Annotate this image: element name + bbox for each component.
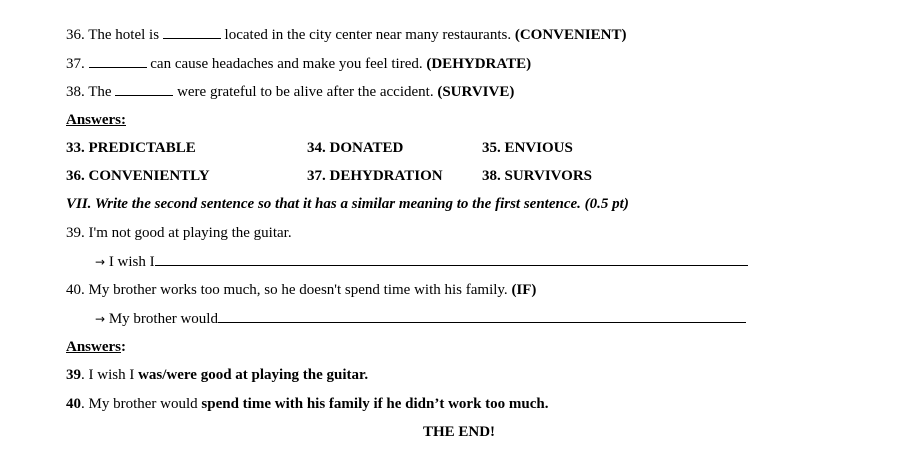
answer-blank [89,54,147,68]
answers-heading-2-colon: : [121,339,126,355]
section-7-instruction: VII. Write the second sentence so that it has a similar meaning to the first sentence. (0.5 pt) [66,196,629,212]
question-37-stem: 37. [66,56,85,72]
question-38-hint: (SURVIVE) [437,84,515,100]
question-40-text: 40. My brother works too much, so he doesn't spend time with his family. [66,282,508,298]
answers-heading-2-label: Answers [66,339,121,355]
the-end: THE END! [422,424,496,440]
question-39-prompt: I wish I [108,254,155,270]
question-40 [66,281,536,299]
answer-36: 36. CONVENIENTLY [66,168,210,184]
answer-line [155,252,748,266]
answer-39-line [66,366,368,384]
answer-blank [115,82,173,96]
question-39-rewrite [95,252,748,271]
answer-40-stem: . My brother would [81,396,198,412]
answer-38: 38. SURVIVORS [482,168,593,184]
answer-line [218,309,746,323]
question-36 [66,25,627,44]
arrow-right-icon: → [95,255,106,269]
question-40-hint: (IF) [511,282,537,298]
answer-39-text: was/were good at playing the guitar. [138,367,369,383]
question-36-stem: 36. The hotel is [66,27,160,43]
question-38-stem: 38. The [66,84,112,100]
question-38-rest: were grateful to be alive after the accident. [177,84,434,100]
question-40-prompt: My brother would [108,311,218,327]
question-37 [66,54,531,73]
answer-40-number: 40 [66,396,81,412]
question-36-hint: (CONVENIENT) [514,27,627,43]
answer-34: 34. DONATED [307,140,404,156]
answers-heading-1: Answers: [66,112,126,128]
answer-37: 37. DEHYDRATION [307,168,443,184]
answer-35: 35. ENVIOUS [482,140,573,156]
question-37-hint: (DEHYDRATE) [426,56,532,72]
answer-40-text: spend time with his family if he didn’t work too much. [201,396,549,412]
question-40-rewrite [95,309,746,328]
answer-33: 33. PREDICTABLE [66,140,196,156]
answer-39-number: 39 [66,367,81,383]
question-36-rest: located in the city center near many restaurants. [224,27,512,43]
question-38 [66,82,514,101]
answer-40-line [66,395,549,413]
question-37-rest: can cause headaches and make you feel tired. [150,56,423,72]
question-39: 39. I'm not good at playing the guitar. [66,225,292,241]
answers-heading-2 [66,338,126,356]
answer-39-stem: . I wish I [81,367,135,383]
arrow-right-icon: → [95,312,106,326]
answer-blank [163,25,221,39]
